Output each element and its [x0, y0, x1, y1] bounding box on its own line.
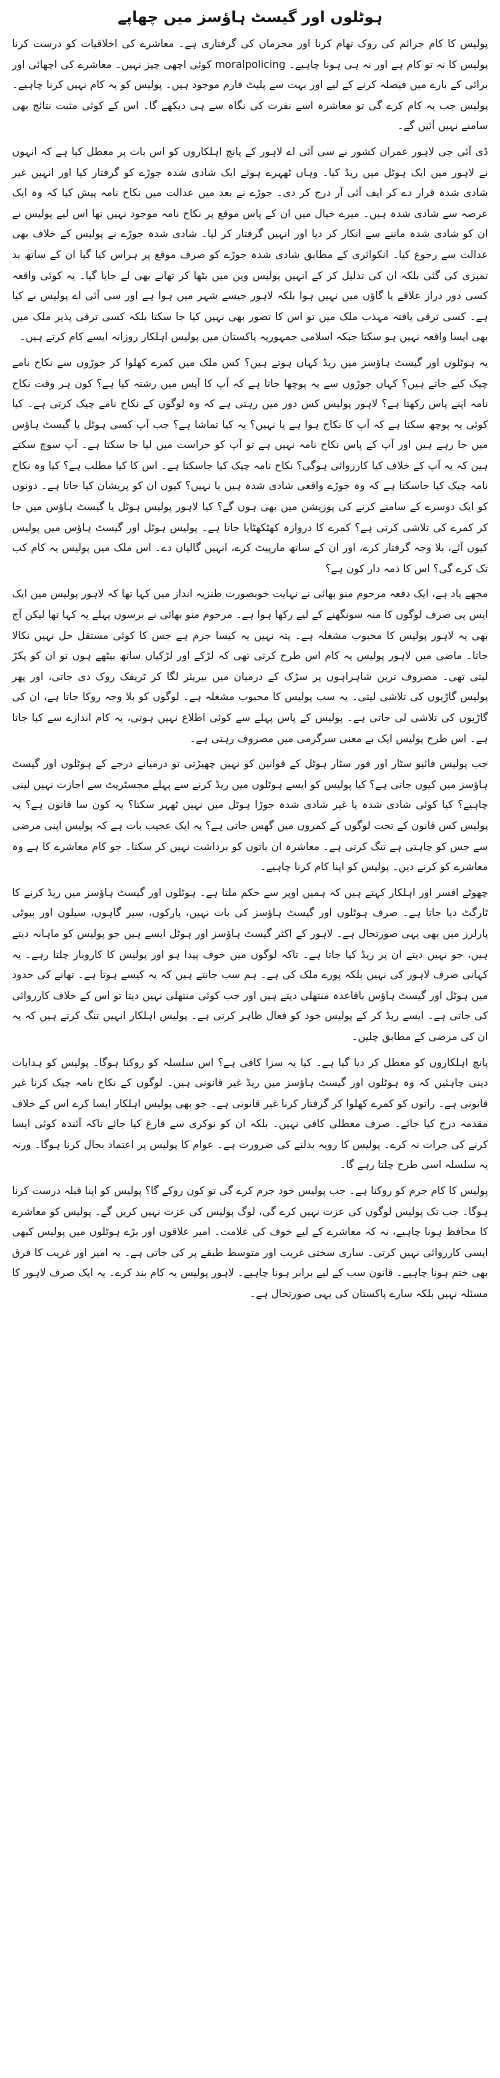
article-paragraph: چھوٹے افسر اور اہلکار کہتے ہیں کہ ہمیں اوپر سے حکم ملتا ہے۔ ہوٹلوں اور گیسٹ ہاؤسز میں ریڈ کرنے کا ٹارگٹ دیا جاتا ہے۔ صرف ہوٹلوں اور گیسٹ ہاؤسز کی بات نہیں، پارکوں، سیر گاہوں، سیلون اور بیوٹی پارلرز میں بھی یہی صورتحال ہے۔ لاہور کے اکثر گیسٹ ہاؤسز اور ہوٹل ایسے ہیں جو پولیس کو ماہانہ دیتے ہیں، جو نہیں دیتے ان پر ریڈ کیا جاتا ہے۔ تاکہ لوگوں میں خوف پیدا ہو اور پولیس کا کاروبار چلتا رہے۔ یہ کہانی صرف لاہور کی نہیں بلکہ پورے ملک کی ہے۔ ہم سب جانتے ہیں کہ یہ کیسے ہوتا ہے۔ تھانے کی حدود میں ہوٹل اور گیسٹ ہاؤس باقاعدہ منتھلی دیتے ہیں اور جب کوئی منتھلی نہیں دیتا تو اس کے خلاف کارروائی کی جاتی ہے۔ ایسے ریڈ کر کے پولیس خود کو فعال ظاہر کرتی ہے۔ پولیس اہلکار انہیں تنگ کرتے ہیں کہ یہ ان کی مرضی کے مطابق چلیں۔ — [12, 886, 488, 1043]
article-paragraph: پولیس کا کام جرائم کی روک تھام کرنا اور مجرمان کی گرفتاری ہے۔ معاشرے کی اخلاقیات کو درست کرنا پولیس کا نہ تو کام ہے اور نہ ہی ہونا چاہیے۔ moralpolicing کوئی اچھی چیز نہیں۔ معاشرے کی اچھائی اور برائی کے بارے میں فیصلہ کرنے کے لیے اور بہت سے پلیٹ فارم موجود ہیں۔ پولیس کو یہ کام نہیں کرنا چاہیے۔ پولیس جب یہ کام کرے گی تو معاشرہ اسے نفرت کی نگاہ سے ہی دیکھے گا۔ اس کے کوئی مثبت نتائج بھی سامنے نہیں آئیں گے۔ — [12, 38, 488, 133]
article-paragraph: یہ ہوٹلوں اور گیسٹ ہاؤسز میں ریڈ کہاں ہوتے ہیں؟ کس ملک میں کمرے کھلوا کر جوڑوں سے نکاح نامے چیک کیے جاتے ہیں؟ کہاں جوڑوں سے یہ پوچھا جاتا ہے کہ آپ کا آپس میں رشتہ کیا ہے؟ کون ہر وقت نکاح نامہ اپنے پاس رکھتا ہے؟ لاہور پولیس کس دور میں رہتی ہے کہ وہ لوگوں کے نکاح نامے چیک کرتی ہے۔ کیا کوئی یہ پوچھ سکتا ہے کہ آپ کا نکاح ہوا ہے یا نہیں؟ یہ کیا تماشا ہے؟ جب آپ کسی ہوٹل یا گیسٹ ہاؤس میں جا رہے ہیں اور آپ کے پاس نکاح نامہ نہیں ہے تو آپ کو حراست میں لیا جا سکتا ہے۔ آپ سوچ سکتے ہیں کہ یہ آپ کے خلاف کیا کارروائی ہوگی؟ نکاح نامہ چیک کیا جاسکتا ہے۔ اس کا کیا مطلب ہے؟ کیا وہ نکاح نامہ چیک کیا جاسکتا ہے کہ وہ جوڑے واقعی شادی شدہ ہیں یا نہیں؟ کیوں ان کو پریشان کیا جاتا ہے۔ دونوں کو ایک دوسرے کے سامنے کرنے کی پوزیشن میں بھی ہوں گے؟ کیا لاہور پولیس ہوٹل یا گیسٹ ہاؤس میں جا کر کمرے کی تلاشی کرتی ہے؟ کمرے کا دروازہ کھٹکھٹایا جاتا ہے۔ پولیس ہوٹل اور گیسٹ ہاؤس میں پولیس کیوں آئے، بلا وجہ گرفتار کرے، اور ان کے ساتھ مارپیٹ کرے، انہیں گالیاں دے۔ اس ملک میں پولیس یہ کام کب تک کرے گی؟ اس کا ذمہ دار کون ہے؟ — [12, 356, 488, 575]
article-paragraph: پانچ اہلکاروں کو معطل کر دیا گیا ہے۔ کیا یہ سزا کافی ہے؟ اس سلسلہ کو روکنا ہوگا۔ پولیس کو ہدایات دینی چاہئیں کہ وہ ہوٹلوں اور گیسٹ ہاؤسز میں ریڈ غیر قانونی ہیں۔ لوگوں کے نکاح نامہ چیک کرنا غیر قانونی ہے۔ راتوں کو کمرے کھلوا کر گرفتار کرنا غیر قانونی ہے۔ جو بھی پولیس اہلکار ایسا کرے اس کے خلاف مقدمہ درج کیا جائے۔ صرف معطلی کافی نہیں۔ بلکہ ان کو نوکری سے فارغ کیا جائے تاکہ آئندہ کوئی ایسا کرنے کی جرات نہ کرے۔ پولیس کا رویہ بدلنے کی ضرورت ہے۔ عوام کا پولیس پر اعتماد بحال کرنا ہوگا۔ ورنہ یہ سلسلہ اسی طرح چلتا رہے گا۔ — [12, 1056, 488, 1172]
article-paragraph: جب پولیس فائیو سٹار اور فور سٹار ہوٹل کے قوانین کو نہیں چھیڑتی تو درمیانے درجے کے ہوٹلوں اور گیسٹ ہاؤسز میں کیوں جاتی ہے؟ کیا پولیس کو ایسے ہوٹلوں میں ریڈ کرنے سے پہلے مجسٹریٹ سے اجازت نہیں لینی چاہیے؟ کیا کوئی شادی شدہ یا غیر شادی شدہ جوڑا ہوٹل میں نہیں ٹھہر سکتا؟ یہ کون سا قانون ہے؟ یہ پولیس کس قانون کے تحت لوگوں کے کمروں میں گھس جاتی ہے؟ یہ ایک عجیب بات ہے کہ پولیس اپنی مرضی سے جس کو چاہتی ہے تنگ کرتی ہے۔ معاشرہ ان باتوں کو برداشت نہیں کر سکتا۔ جو کام معاشرے کا ہے وہ معاشرے کو کرنے دیں۔ پولیس کو اپنا کام کرنا چاہیے۔ — [12, 758, 488, 874]
article-paragraph: مجھے یاد ہے، ایک دفعہ مرحوم منو بھائی نے نہایت خوبصورت طنزیہ انداز میں کہا تھا کہ لاہور پولیس میں ایک ایس پی صرف لوگوں کا منہ سونگھنے کے لیے رکھا ہوا ہے۔ مرحوم منو بھائی نے برسوں پہلے یہ کہا تھا لیکن آج بھی یہ لاہور پولیس کا محبوب مشغلہ ہے۔ پتہ نہیں یہ کیسا جرم ہے جس کا کوئی مستقل حل نہیں نکالا جاتا۔ ماضی میں لاہور پولیس یہ کام اس طرح کرتی تھی کہ لڑکے اور لڑکیاں ساتھ بیٹھے ہوں تو ان کو پکڑ لیتی تھی۔ مصروف ترین شاہراہوں پر سڑک کے درمیان میں بیریئر لگا کر ٹریفک روک دی جاتی، اور پھر پولیس گاڑیوں کی تلاشی لیتی۔ یہ سب پولیس کا محبوب مشغلہ ہے۔ لوگوں کو بلا وجہ روکا جاتا ہے، ان کی گاڑیوں کی تلاشی لی جاتی ہے۔ پولیس کے پاس پہلے سے کوئی اطلاع نہیں ہوتی، یہ کام اندازے سے کیا جاتا ہے۔ اس طرح پولیس ایک بے معنی سرگرمی میں مصروف رہتی ہے۔ — [11, 588, 488, 745]
article-headline: ہوٹلوں اور گیسٹ ہاؤسز میں چھاپے — [117, 8, 383, 26]
article-body — [12, 34, 488, 1305]
article-paragraph: پولیس کا کام جرم کو روکنا ہے۔ جب پولیس خود جرم کرے گی تو کون روکے گا؟ پولیس کو اپنا قبلہ درست کرنا ہوگا۔ جب تک پولیس لوگوں کی عزت نہیں کرے گی، لوگ پولیس کی عزت نہیں کریں گے۔ پولیس کو معاشرے کا محافظ ہونا چاہیے، نہ کہ معاشرے کے لیے خوف کی علامت۔ امیر علاقوں اور بڑے ہوٹلوں میں پولیس کبھی ایسی کارروائی نہیں کرتی۔ ساری سختی غریب اور متوسط طبقے پر کی جاتی ہے۔ یہ امیر اور غریب کا فرق بھی ختم ہونا چاہیے۔ قانون سب کے لیے برابر ہونا چاہیے۔ لاہور پولیس یہ کام بند کرے۔ یہ ایک صرف لاہور کا مسئلہ نہیں بلکہ سارے پاکستان کی یہی صورتحال ہے۔ — [12, 1185, 488, 1301]
article-paragraph: ڈی آئی جی لاہور عمران کشور نے سی آئی اے لاہور کے پانچ اہلکاروں کو اس بات پر معطل کیا ہے کہ انہوں نے لاہور میں ایک ہوٹل میں ریڈ کیا۔ وہاں ٹھہرے ہوئے ایک شادی شدہ جوڑے کو گرفتار کیا اور انہیں غیر شادی شدہ قرار دے کر ایف آئی آر درج کر دی۔ جوڑے نے بعد میں عدالت میں نکاح نامہ پیش کیا کہ وہ ایک عرصہ سے شادی شدہ ہیں۔ میرے خیال میں ان کے پاس موقع پر نکاح نامہ موجود نہیں تھا اس لیے پولیس نے ان کو شادی شدہ ماننے سے انکار کر دیا اور انہیں گرفتار کر لیا۔ شادی شدہ جوڑے نے پولیس کے خلاف بھی عدالت سے رجوع کیا۔ انکوائری کے مطابق شادی شدہ جوڑے کو صرف موقع پر ہراس کیا گیا ان کے ساتھ بد تمیزی کی گئی بلکہ ان کی تذلیل کر کے انہیں پولیس وین میں بٹھا کر تھانے بھی لے جایا گیا۔ یہ کوئی واقعہ کسی دور دراز علاقے یا گاؤں میں نہیں ہوا بلکہ لاہور جیسے شہر میں ہوا ہے اور سی آئی اے پولیس نے کیا ہے۔ کسی ترقی یافتہ مہذب ملک میں تو اس کا تصور بھی نہیں کیا جا سکتا بلکہ کسی ترقی پذیر ملک میں بھی ایسا واقعہ نہیں ہو سکتا جبکہ اسلامی جمہوریہ پاکستان میں پولیس اہلکار روزانہ ایسے کام کرتے ہیں۔ — [12, 145, 488, 344]
